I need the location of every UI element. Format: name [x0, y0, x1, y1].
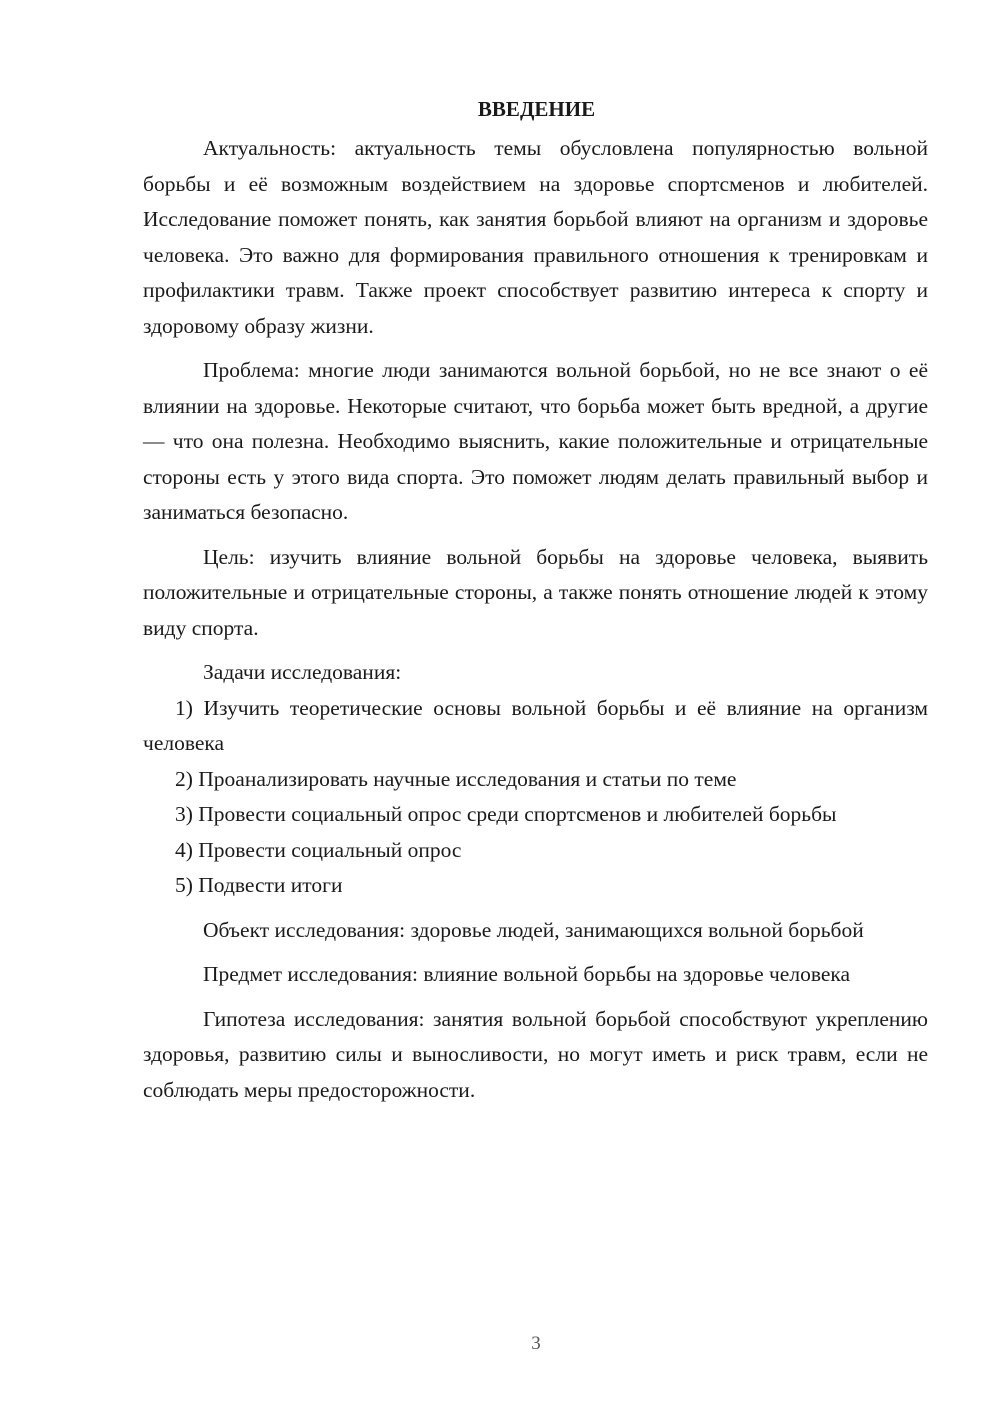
- page-number: 3: [531, 1333, 541, 1354]
- paragraph-relevance: Актуальность: актуальность темы обусловлена популярностью вольной борьбы и её возможным воздействием на здоровье спортсменов и любителей. Исследование поможет понять, как занятия борьбой влияют на организм и здоровье человека. Это важно для формирования правильного отношения к тренировкам и профилактики травм. Также проект способствует развитию интереса к спорту и здоровому образу жизни.: [143, 136, 928, 338]
- paragraph-subject: Предмет исследования: влияние вольной борьбы на здоровье человека: [203, 962, 851, 986]
- page-title: ВВЕДЕНИЕ: [477, 97, 596, 121]
- task-item-4: 4) Провести социальный опрос: [175, 837, 462, 862]
- task-item-2: 2) Проанализировать научные исследования и статьи по теме: [175, 766, 737, 791]
- paragraph-hypothesis: Гипотеза исследования: занятия вольной борьбой способствуют укреплению здоровья, развитию силы и выносливости, но могут иметь и риск травм, если не соблюдать меры предосторожности.: [143, 1006, 928, 1102]
- task-item-5: 5) Подвести итоги: [175, 873, 343, 897]
- paragraph-tasks-heading: Задачи исследования:: [203, 660, 402, 684]
- paragraph-goal: Цель: изучить влияние вольной борьбы на здоровье человека, выявить положительные и отрицательные стороны, а также понять отношение людей к этому виду спорта.: [143, 544, 928, 640]
- document-page: [143, 92, 928, 1108]
- task-item-3: 3) Провести социальный опрос среди спортсменов и любителей борьбы: [175, 802, 837, 826]
- task-item-1: 1) Изучить теоретические основы вольной борьбы и её влияние на организм человека: [143, 695, 928, 755]
- paragraph-problem: Проблема: многие люди занимаются вольной борьбой, но не все знают о её влиянии на здоровье. Некоторые считают, что борьба может быть вредной, а другие — что она полезна. Необходимо выяснить, какие положительные и отрицательные стороны есть у этого вида спорта. Это поможет людям делать правильный выбор и заниматься безопасно.: [143, 358, 928, 524]
- paragraph-object: Объект исследования: здоровье людей, занимающихся вольной борьбой: [203, 917, 864, 942]
